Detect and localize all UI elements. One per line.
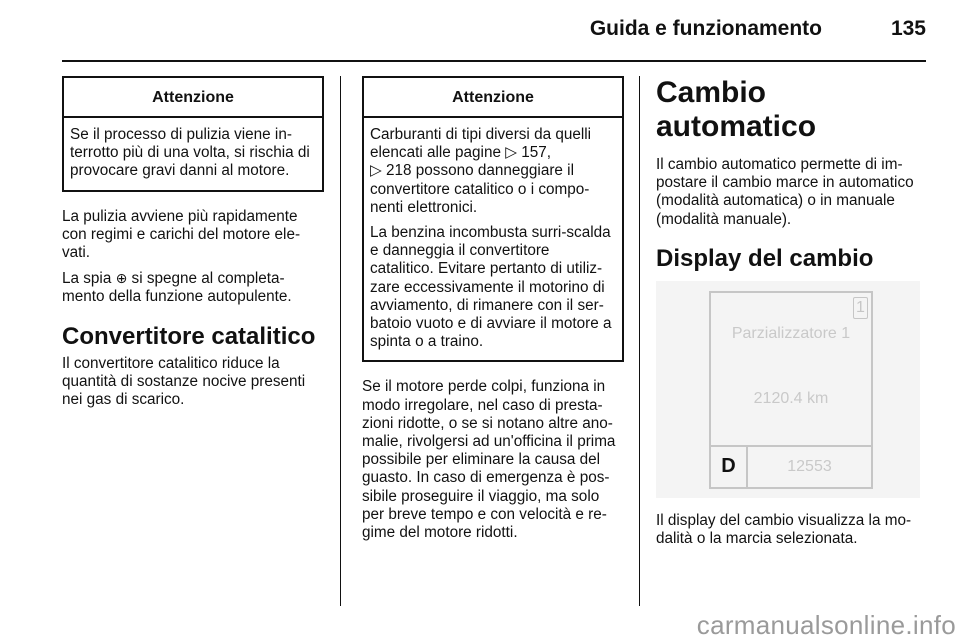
warning-text-part: Carburanti di tipi diversi da quelli elencati alle pagine <box>370 126 592 162</box>
header-rule <box>62 60 926 62</box>
column-middle <box>362 76 624 549</box>
figure-caption: Il display del cambio visualizza la mo-dalità o la marcia selezionata. <box>656 511 912 548</box>
display-indicator-icon: 1 <box>853 297 868 319</box>
gear-indicator: D <box>721 454 736 477</box>
warning-text: La benzina incombusta surri-scalda e danneggia il convertitore catalitico. Evitare pertanto di utiliz-zare eccessivamente il motorino di avviamento, di rimanere con il ser-batoio vuoto e di avviare il motore a spinta o a traino. <box>370 224 612 351</box>
paragraph: Se il motore perde colpi, funziona in modo irregolare, nel caso di presta-zioni ridotte, o se si notano altre ano-malie, rivolgersi ad un'officina il prima possibile per eliminare la causa del guasto. In caso di emergenza è pos-sibile proseguire il viaggio, ma solo per breve tempo e con velocità e re-gime del motore ridotti. <box>362 378 616 542</box>
page-header-title: Guida e funzionamento <box>589 17 822 40</box>
chapter-title: Cambio automatico <box>656 76 817 143</box>
display-value: 2120.4 km <box>753 389 829 407</box>
warning-box <box>362 76 624 362</box>
paragraph-text: si spegne al completa-mento della funzione autopulente. <box>62 270 292 306</box>
column-divider <box>639 76 640 606</box>
paragraph <box>62 269 324 306</box>
display-title: Parzializzatore 1 <box>731 324 851 342</box>
watermark: carmanualsonline.info <box>696 610 956 640</box>
section-heading: Convertitore catalitico <box>62 322 316 350</box>
paragraph-text: La spia <box>62 270 116 288</box>
warning-lamp-icon: ⊕ <box>115 270 128 287</box>
page-reference-icon: ▷ <box>370 162 382 180</box>
paragraph: Il convertitore catalitico riduce la quantità di sostanze nocive presenti nei gas di scarico. <box>62 354 306 409</box>
display-frame <box>709 291 873 489</box>
warning-text-part: 157, <box>517 144 552 162</box>
section-heading: Display del cambio <box>656 244 874 272</box>
column-right <box>656 76 922 555</box>
display-divider <box>711 445 871 447</box>
warning-box <box>62 76 324 192</box>
odometer-value: 12553 <box>787 457 832 475</box>
transmission-display-illustration <box>656 281 920 498</box>
column-divider <box>340 76 341 606</box>
paragraph: Il cambio automatico permette di im-postare il cambio marce in automatico (modalità automatica) o in manuale (modalità manuale). <box>656 156 914 228</box>
warning-title: Attenzione <box>452 89 534 106</box>
column-left <box>62 76 324 416</box>
page-reference-icon: ▷ <box>505 144 517 162</box>
paragraph: La pulizia avviene più rapidamente con regimi e carichi del motore ele-vati. <box>62 207 301 262</box>
warning-text-part: 218 possono danneggiare il convertitore catalitico o i compo-nenti elettronici. <box>370 162 590 216</box>
page-number: 135 <box>890 17 926 40</box>
warning-text <box>370 126 616 217</box>
warning-title: Attenzione <box>152 89 234 106</box>
warning-text: Se il processo di pulizia viene in-terrotto più di una volta, si rischia di provocare gravi danni al motore. <box>70 126 310 180</box>
